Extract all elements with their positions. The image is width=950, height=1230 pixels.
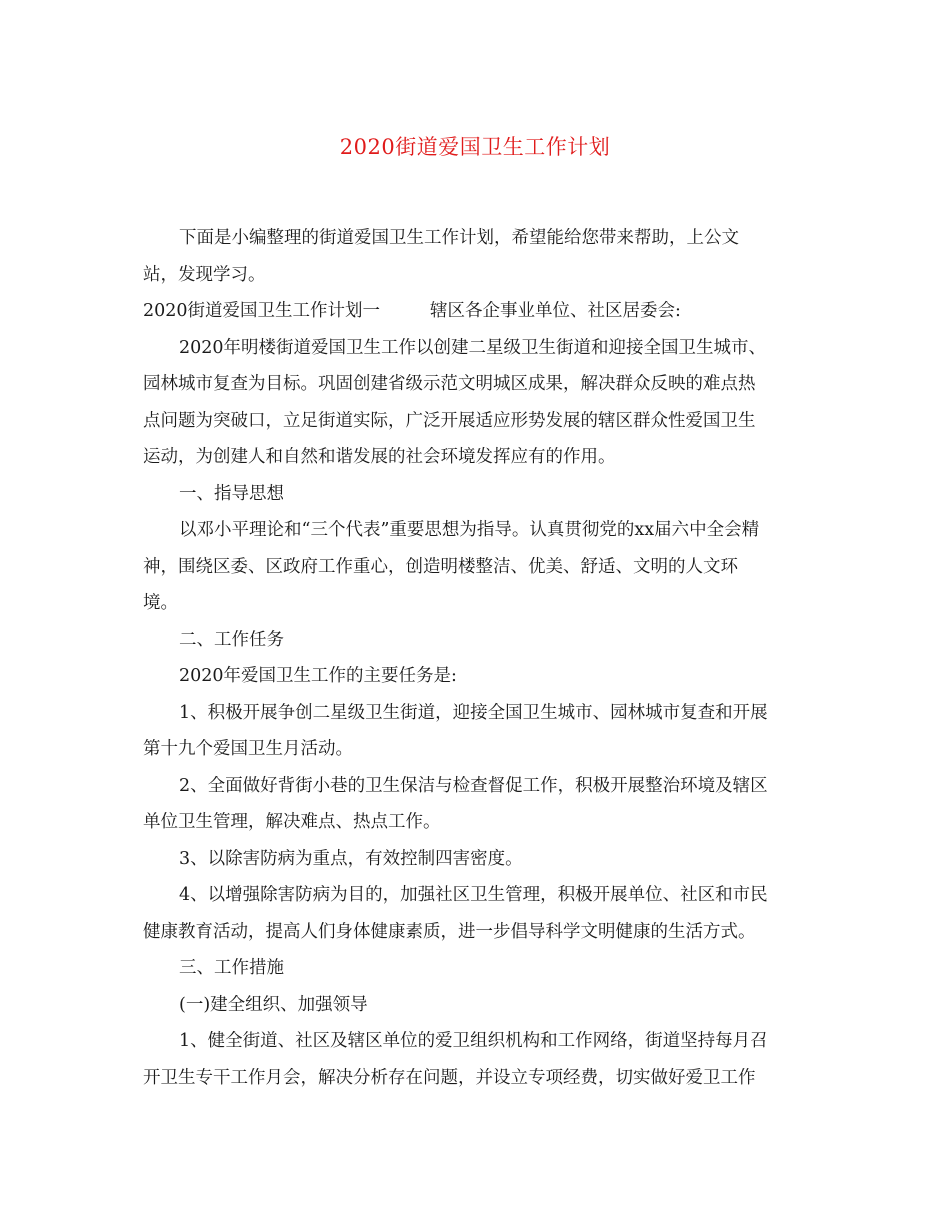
body-line-text: 运动，为创建人和自然和谐发展的社会环境发挥应有的作用。 [143,447,616,467]
body-line-text: 二、工作任务 [179,629,284,650]
body-line-text: 3、以除害防病为重点，有效控制四害密度。 [179,848,523,869]
document-title: 2020街道爱国卫生工作计划 [339,135,611,159]
document-body [143,220,813,1096]
body-line-text: 开卫生专干工作月会，解决分析存在问题，并设立专项经费，切实做好爱卫工作 [143,1067,756,1088]
body-line [143,987,813,1024]
body-line-text: 2020年爱国卫生工作的主要任务是: [179,666,457,686]
body-line [143,293,813,330]
body-line [143,330,813,367]
body-line-text: 1、积极开展争创二星级卫生街道，迎接全国卫生城市、园林城市复查和开展 [179,702,768,723]
body-line [143,658,813,695]
body-line-text: 第十九个爱国卫生月活动。 [143,739,353,759]
body-line [143,695,813,732]
body-line [143,1023,813,1060]
body-line-text: 以邓小平理论和“三个代表”重要思想为指导。认真贯彻党的xx届六中全会精 [179,520,760,540]
body-line-text: 健康教育活动，提高人们身体健康素质，进一步倡导科学文明健康的生活方式。 [143,921,756,942]
body-line-text: 2020街道爱国卫生工作计划一 [143,301,381,321]
body-line-text: 下面是小编整理的街道爱国卫生工作计划，希望能给您带来帮助，上公文 [179,228,739,248]
body-line-text: 点问题为突破口，立足街道实际，广泛开展适应形势发展的辖区群众性爱国卫生 [143,410,756,431]
body-line-text: 2、全面做好背街小巷的卫生保洁与检查督促工作，积极开展整治环境及辖区 [179,775,768,796]
body-line [143,877,813,914]
body-line-tail: 辖区各企事业单位、社区居委会: [430,301,681,321]
body-line-text: 神，围绕区委、区政府工作重心，创造明楼整洁、优美、舒适、文明的人文环 [143,556,738,577]
body-line [143,768,813,805]
body-line [143,366,813,403]
body-line [143,403,813,440]
body-line-text: 境。 [143,593,178,613]
body-line-text: 单位卫生管理，解决难点、热点工作。 [143,812,441,832]
body-line [143,914,813,951]
body-line-text: 园林城市复查为目标。巩固创建省级示范文明城区成果，解决群众反映的难点热 [143,374,756,394]
body-line [143,950,813,987]
body-line-text: (一)建全组织、加强领导 [179,994,368,1015]
body-line [143,731,813,768]
body-line [143,439,813,476]
body-line [143,622,813,659]
body-line [143,512,813,549]
body-line [143,549,813,586]
body-line [143,476,813,513]
body-line-text: 一、指导思想 [179,483,284,504]
body-line [143,585,813,622]
body-line-text: 站，发现学习。 [143,264,266,285]
body-line [143,220,813,257]
body-line [143,804,813,841]
body-line [143,1060,813,1097]
body-line [143,841,813,878]
body-line-text: 2020年明楼街道爱国卫生工作以创建二星级卫生街道和迎接全国卫生城市、 [179,337,767,358]
body-line [143,257,813,294]
body-line-text: 4、以增强除害防病为目的，加强社区卫生管理，积极开展单位、社区和市民 [179,885,768,905]
body-line-text: 三、工作措施 [179,958,284,978]
body-line-text: 1、健全街道、社区及辖区单位的爱卫组织机构和工作网络，街道坚持每月召 [179,1031,768,1051]
